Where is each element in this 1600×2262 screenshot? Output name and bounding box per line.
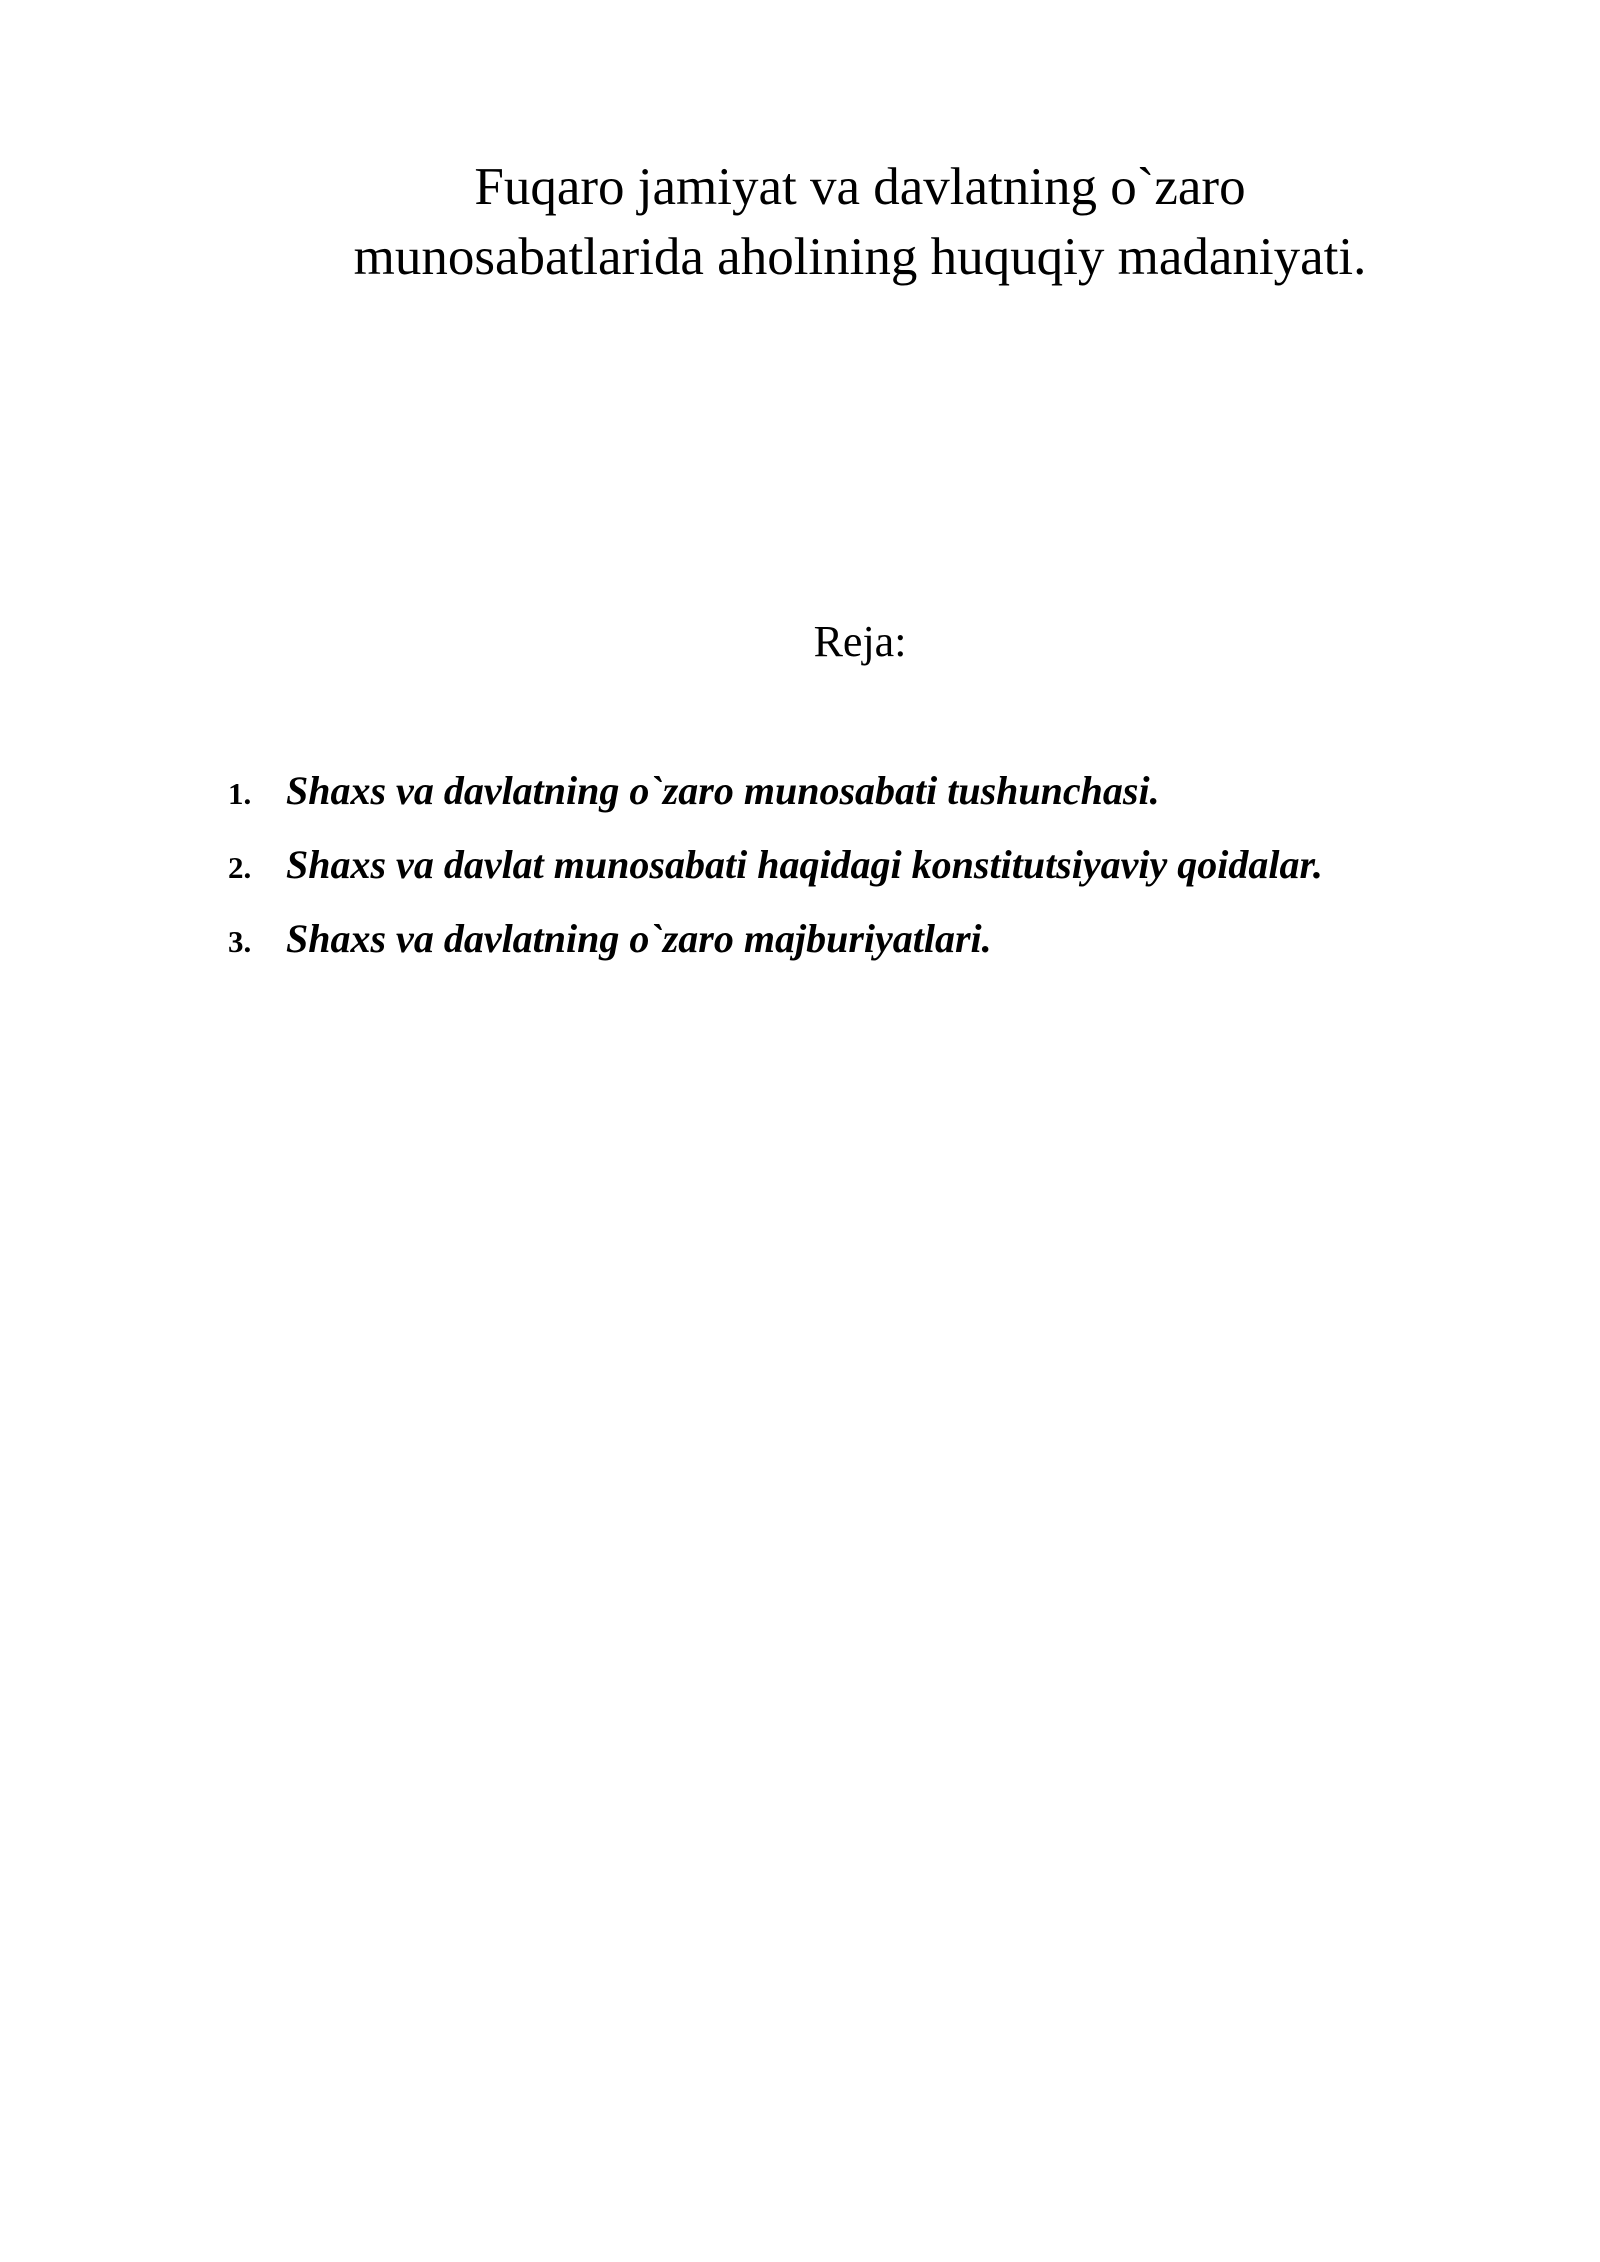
plan-item-text: Shaxs va davlatning o`zaro munosabati tushunchasi. bbox=[286, 768, 1160, 813]
plan-item-number: 1. bbox=[228, 776, 252, 811]
plan-item-2 bbox=[228, 828, 1528, 902]
page-title bbox=[230, 152, 1490, 292]
plan-item-text: Shaxs va davlatning o`zaro majburiyatlari. bbox=[286, 916, 992, 961]
plan-item-text: Shaxs va davlat munosabati haqidagi konstitutsiyaviy qoidalar. bbox=[286, 842, 1323, 887]
plan-item-3 bbox=[228, 902, 1528, 976]
plan-heading: Reja: bbox=[813, 617, 907, 666]
title-line-1: Fuqaro jamiyat va davlatning o`zaro bbox=[474, 158, 1246, 216]
plan-item-number: 2. bbox=[228, 850, 252, 885]
plan-item-1 bbox=[228, 754, 1528, 828]
title-line-2: munosabatlarida aholining huquqiy madaniyati. bbox=[353, 228, 1367, 286]
plan-list bbox=[228, 754, 1528, 976]
plan-item-number: 3. bbox=[228, 924, 252, 959]
